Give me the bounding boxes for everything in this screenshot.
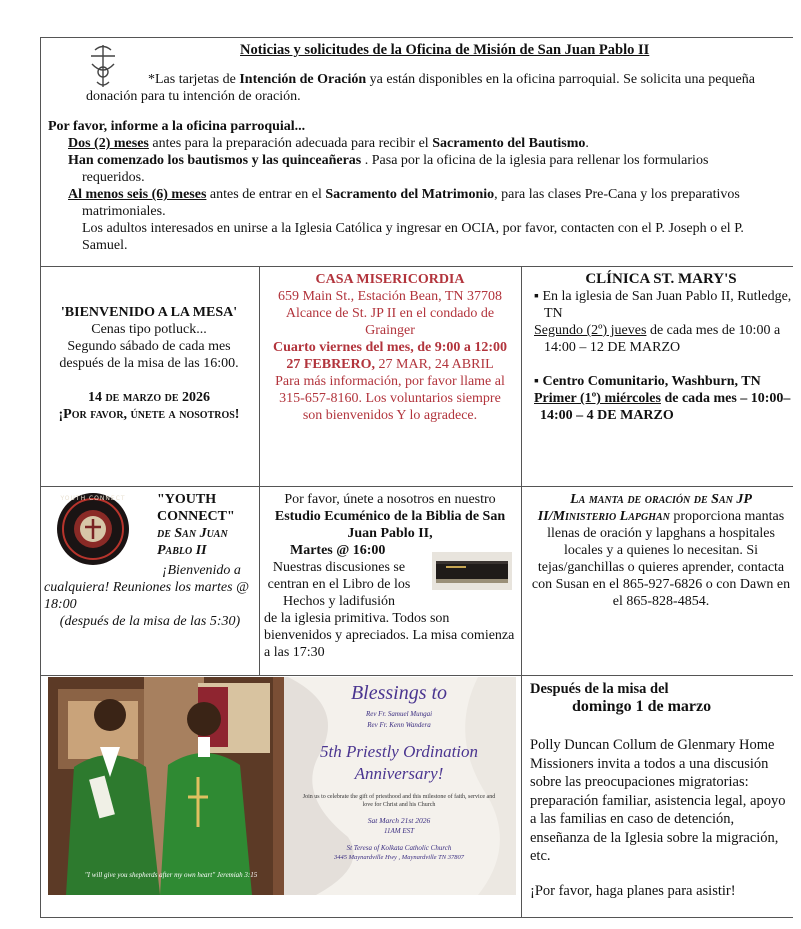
marriage-lead: Al menos seis (6) meses	[68, 187, 207, 202]
flyer-date: Sat March 21st 2026	[367, 816, 431, 825]
ocia-note: Los adultos interesados en unirse a la Iglesia Católica y ingresar en OCIA, por favor, contacten con el P. Joseph o el P. Samuel.	[82, 221, 744, 253]
casa-info: Para más información, por favor llame al 315-657-8160. Los voluntarios siempre son bienvenidos Y lo agradece.	[275, 374, 505, 423]
youth-connect-logo	[56, 492, 130, 566]
flyer-anniv2: Anniversary!	[354, 764, 444, 783]
prayer-cards-bold: Intención de Oración	[239, 72, 367, 87]
bible-book-image	[432, 552, 512, 590]
clinic-when1-rest: de cada mes de 10:00 a 14:00 – 12 DE MARZO	[544, 323, 781, 355]
baptism-bold: Sacramento del Bautismo	[432, 136, 586, 151]
youth-title: "YOUTH CONNECT"	[157, 492, 235, 524]
flyer-anniv1: 5th Priestly Ordination	[319, 742, 479, 761]
casa-dates-rest: 27 MAR, 24 ABRIL	[375, 357, 494, 372]
mesa-date: 14 de marzo de 2026	[87, 390, 211, 405]
flyer-blessings: Blessings to	[350, 682, 448, 704]
casa-schedule: Cuarto viernes del mes, de 9:00 a 12:00	[272, 340, 508, 355]
casa-box	[270, 271, 510, 424]
bible-body2: de la iglesia primitiva. Todos son bienvenidos y apreciados. La misa comienza a las 17:30	[264, 611, 515, 660]
casa-dates	[270, 356, 510, 373]
youth-note: (después de la misa de las 5:30)	[59, 614, 241, 629]
quince-rest: . Pasa por la oficina de la iglesia para rellenar los formularios requeridos.	[82, 153, 709, 185]
flyer-church: St Teresa of Kolkata Catholic Church	[346, 844, 452, 852]
baptism-lead: Dos (2) meses	[68, 136, 149, 151]
ordination-flyer	[48, 677, 516, 895]
casa-reach: Alcance de St. JP II en el condado de Grainger	[285, 306, 495, 338]
casa-title: CASA MISERICORDIA	[315, 272, 465, 287]
blanket-body: proporciona mantas llenas de oración y lapghans a hospitales locales y a quienes lo necesitan. Si tejas/ganchillas o quieres aprender, contacta con Susan en el 865-927-6826 o con Dawn en el 865-828-4854.	[531, 509, 791, 609]
migration-line2: domingo 1 de marzo	[572, 698, 712, 715]
prayer-cards-rest: ya están disponibles en la oficina parroquial. Se solicita una pequeña donación para tu intención de oración.	[86, 72, 755, 104]
clinic-when2-rest: de cada mes – 10:00–14:00 – 4 DE MARZO	[540, 391, 791, 423]
quince-bold: Han comenzado los bautismos y las quinceañeras	[68, 153, 362, 168]
casa-address: 659 Main St., Estación Bean, TN 37708	[277, 289, 503, 304]
flyer-priest1: Rev Fr. Samuel Mungai	[365, 710, 433, 718]
left-border	[40, 37, 41, 918]
bible-body1: Nuestras discusiones se centran en el Libro de los Hechos y ladifusión	[267, 560, 411, 609]
baptism-mid: antes para la preparación adecuada para recibir el	[148, 136, 433, 151]
clinic-title: CLÍNICA ST. MARY'S	[585, 271, 737, 287]
flyer-address: 3445 Maynardville Hwy , Maynardville TN 37807	[333, 854, 465, 861]
bullet-icon: ▪	[534, 289, 543, 304]
flyer-verse: "I will give you shepherds after my own heart" Jeremiah 3:15	[84, 871, 258, 879]
bullet-icon: ▪	[534, 374, 543, 389]
prayer-cards-note	[86, 71, 786, 105]
clinic-when1-u: Segundo (2º) jueves	[534, 323, 647, 338]
prayer-cards-lead: *Las tarjetas de	[148, 72, 240, 87]
mesa-line1: Cenas tipo potluck...	[91, 322, 207, 337]
flyer-invite: Join us to celebrate the gift of priesthood and this milestone of faith, service and love for Christ and his Church	[302, 794, 496, 808]
casa-dates-bold: 27 FEBRERO,	[286, 357, 376, 372]
inform-heading: Por favor, informe a la oficina parroquial...	[48, 119, 306, 134]
migration-body: Polly Duncan Collum de Glenmary Home Missioners invita a todos a una discusión sobre las preocupaciones migratorias: preparación familiar, asistencia legal, apoyo a las familias en caso de detención, enseñanza de la Iglesia sobre la migración, etc.	[530, 737, 786, 864]
marriage-mid: antes de entrar en el	[206, 187, 326, 202]
row2-rule	[40, 486, 793, 487]
clinic-when2-u: Primer (1º) miércoles	[534, 391, 661, 406]
clinic-loc2: Centro Comunitario, Washburn, TN	[542, 374, 761, 389]
migration-closing: ¡Por favor, haga planes para asistir!	[530, 883, 736, 899]
clinic-box	[530, 271, 792, 424]
row1-rule	[40, 266, 793, 267]
youth-body	[44, 562, 256, 613]
marriage-rest: , para las clases Pre-Cana y los preparativos matrimoniales.	[82, 187, 740, 219]
blanket-title: La manta de oración de San JP II/Ministerio Lapghan	[537, 492, 752, 524]
blanket-box	[530, 491, 792, 610]
top-rule	[40, 37, 793, 38]
quince-note	[68, 152, 772, 186]
page-title: Noticias y solicitudes de la Oficina de Misión de San Juan Pablo II	[240, 42, 650, 58]
bible-intro: Por favor, únete a nosotros en nuestro	[284, 492, 496, 507]
bible-title: Estudio Ecuménico de la Biblia de San Juan Pablo II,	[274, 509, 506, 541]
baptism-note	[68, 135, 788, 152]
clinic-loc1: En la iglesia de San Juan Pablo II, Rutledge, TN	[542, 289, 792, 321]
youth-logo-text: YOUTH CONNECT	[60, 495, 126, 502]
bottom-rule	[40, 917, 793, 918]
bible-when: Martes @ 16:00	[290, 543, 386, 558]
marriage-bold: Sacramento del Matrimonio	[325, 187, 495, 202]
baptism-end: .	[585, 136, 589, 151]
col-divider-1	[259, 266, 260, 676]
mesa-line2: Segundo sábado de cada mes después de la misa de las 16:00.	[59, 339, 239, 371]
mesa-box	[44, 304, 254, 423]
youth-subtitle: de San Juan Pablo II	[157, 526, 228, 558]
flyer-text	[284, 681, 514, 862]
migration-line1: Después de la misa del	[530, 681, 669, 697]
mesa-title: 'BIENVENIDO A LA MESA'	[60, 305, 238, 320]
flyer-priest2: Rev Fr. Kenn Wandera	[367, 721, 431, 729]
youth-body-text: ¡Bienvenido a cualquiera! Reuniones los martes @ 18:00	[44, 563, 249, 612]
col-divider-2	[521, 266, 522, 918]
flyer-time: 11AM EST	[383, 827, 414, 835]
marriage-note	[68, 186, 797, 220]
row3-rule	[40, 675, 793, 676]
mesa-join: ¡Por favor, únete a nosotros!	[58, 407, 240, 422]
